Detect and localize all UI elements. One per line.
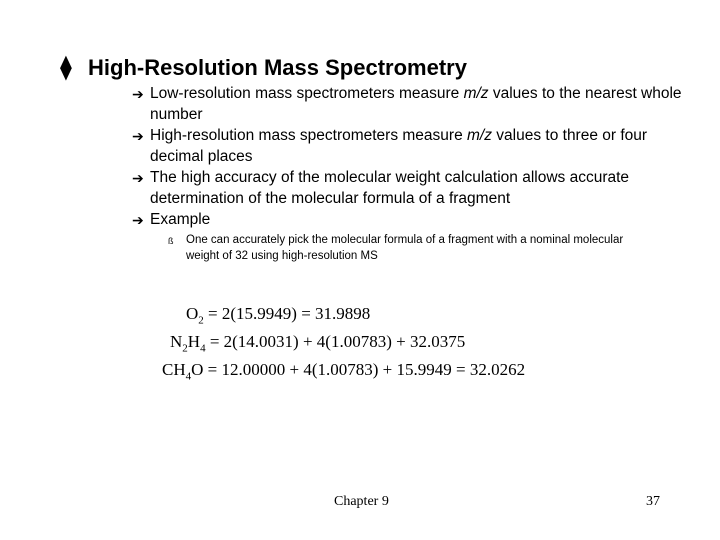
bullet-text: Example <box>150 211 211 228</box>
sub-bullet <box>168 233 638 264</box>
arrow-bullet-icon: ➔ <box>132 128 144 144</box>
arrow-bullet-icon: ➔ <box>132 170 144 186</box>
bullet-item <box>132 126 692 167</box>
slide-title: High-Resolution Mass Spectrometry <box>88 55 467 80</box>
arrow-bullet-icon: ➔ <box>132 212 144 228</box>
equation-block <box>162 300 525 384</box>
arrow-bullet-icon: ➔ <box>132 86 144 102</box>
bullet-item <box>132 84 692 125</box>
bullet-text: High-resolution mass spectrometers measure m/z values to three or four decimal places <box>150 127 648 165</box>
equation-rhs: = 2(15.9949) = 31.9898 <box>203 304 371 323</box>
equation-o2 <box>162 300 525 328</box>
bullet-text: The high accuracy of the molecular weight calculation allows accurate determination of the molecular formula of a fragment <box>150 169 630 207</box>
equation-ch4o <box>162 356 525 384</box>
equation-n2h4 <box>162 328 525 356</box>
sub-bullet-marker: ß <box>168 236 174 246</box>
equation-rhs: = 12.00000 + 4(1.00783) + 15.9949 = 32.0262 <box>203 360 526 379</box>
bullet-list <box>132 84 692 232</box>
equation-formula: $O_2$ <box>186 304 204 327</box>
equation-rhs: = 2(14.0031) + 4(1.00783) + 32.0375 <box>205 332 466 351</box>
slide-title-row <box>60 54 467 82</box>
equation-formula: $N_2H_4$ <box>170 332 206 355</box>
page-number: 37 <box>646 494 660 509</box>
bullet-item <box>132 210 692 231</box>
diamond-bullet-icon: ⧫ <box>60 54 72 81</box>
footer-chapter: Chapter 9 <box>334 494 389 509</box>
sub-bullet-text: One can accurately pick the molecular formula of a fragment with a nominal molecular weight of 32 using high-resolution MS <box>186 234 624 262</box>
bullet-item <box>132 168 692 209</box>
equation-formula: $CH_4O$ <box>162 360 204 383</box>
bullet-text: Low-resolution mass spectrometers measure m/z values to the nearest whole number <box>150 85 682 123</box>
